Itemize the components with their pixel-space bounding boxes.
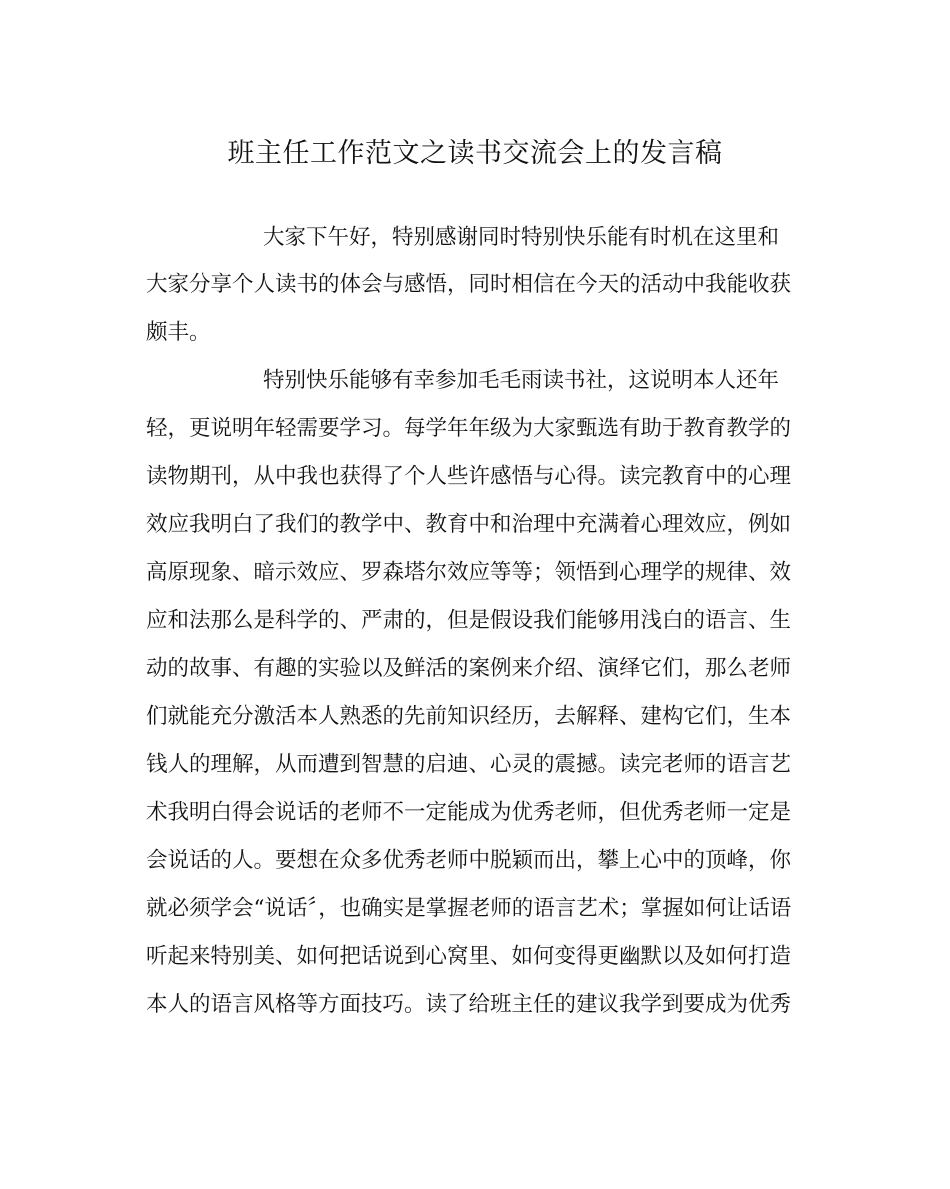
paragraph-2-line-8: 们就能充分激活本人熟悉的先前知识经历，去解释、建构它们，生本 [146, 704, 792, 729]
paragraph-2-line-4: 效应我明白了我们的教学中、教育中和治理中充满着心理效应，例如 [146, 512, 792, 537]
paragraph-1-line-1: 大家下午好，特别感谢同时特别快乐能有时机在这里和 [263, 225, 780, 250]
paragraph-2-line-5: 高原现象、暗示效应、罗森塔尔效应等等；领悟到心理学的规律、效 [146, 560, 792, 585]
paragraph-1-line-3: 颇丰。 [146, 320, 211, 345]
paragraph-2-line-2: 轻，更说明年轻需要学习。每学年年级为大家甄选有助于教育教学的 [146, 416, 792, 441]
document-title: 班主任工作范文之读书交流会上的发言稿 [227, 138, 723, 169]
paragraph-2-line-3: 读物期刊，从中我也获得了个人些许感悟与心得。读完教育中的心理 [146, 464, 792, 489]
paragraph-2-line-14: 本人的语言风格等方面技巧。读了给班主任的建议我学到要成为优秀 [146, 992, 792, 1017]
paragraph-2-line-12: 就必须学会“说话〞，也确实是掌握老师的语言艺术；掌握如何让话语 [146, 896, 792, 921]
paragraph-2-line-11: 会说话的人。要想在众多优秀老师中脱颖而出，攀上心中的顶峰，你 [146, 848, 792, 873]
paragraph-2-line-1: 特别快乐能够有幸参加毛毛雨读书社，这说明本人还年 [263, 368, 780, 393]
paragraph-1-line-2: 大家分享个人读书的体会与感悟，同时相信在今天的活动中我能收获 [146, 272, 792, 297]
paragraph-2-line-7: 动的故事、有趣的实验以及鲜活的案例来介绍、演绎它们，那么老师 [146, 656, 792, 681]
paragraph-2-line-9: 钱人的理解，从而遭到智慧的启迪、心灵的震撼。读完老师的语言艺 [146, 752, 792, 777]
paragraph-2-line-10: 术我明白得会说话的老师不一定能成为优秀老师，但优秀老师一定是 [146, 800, 792, 825]
paragraph-2-line-13: 听起来特别美、如何把话说到心窝里、如何变得更幽默以及如何打造 [146, 944, 792, 969]
paragraph-2-line-6: 应和法那么是科学的、严肃的，但是假设我们能够用浅白的语言、生 [146, 608, 792, 633]
